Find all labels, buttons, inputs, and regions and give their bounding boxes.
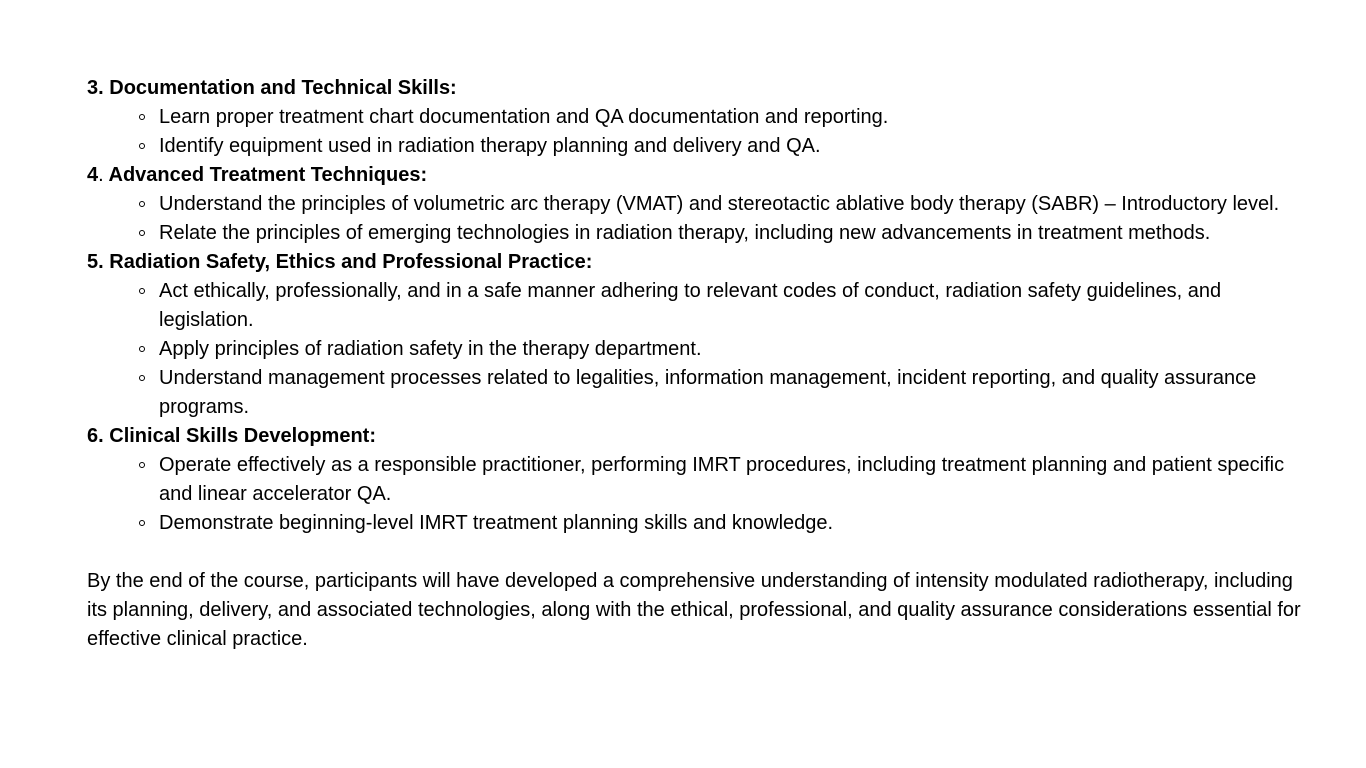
hollow-circle-bullet-icon	[139, 114, 145, 120]
list-item-text: Relate the principles of emerging technologies in radiation therapy, including new advancements in treatment methods.	[159, 222, 1211, 244]
section-4	[87, 161, 1302, 248]
section-number-separator: .	[98, 251, 104, 273]
section-title: Advanced Treatment Techniques:	[108, 164, 428, 186]
hollow-circle-bullet-icon	[139, 230, 145, 236]
hollow-circle-bullet-icon	[139, 288, 145, 294]
section-heading	[87, 422, 1302, 451]
hollow-circle-bullet-icon	[139, 375, 145, 381]
hollow-circle-bullet-icon	[139, 520, 145, 526]
section-heading	[87, 248, 1302, 277]
list-item	[87, 364, 1302, 422]
section-bullet-list	[87, 103, 1302, 161]
hollow-circle-bullet-icon	[139, 201, 145, 207]
section-title: Clinical Skills Development:	[109, 425, 376, 447]
section-bullet-list	[87, 451, 1302, 538]
list-item	[87, 277, 1302, 335]
section-number-separator: .	[98, 425, 104, 447]
section-5	[87, 248, 1302, 422]
list-item-text: Understand the principles of volumetric arc therapy (VMAT) and stereotactic ablative body therapy (SABR) – Introductory level.	[159, 193, 1280, 215]
list-item-text: Demonstrate beginning-level IMRT treatment planning skills and knowledge.	[159, 512, 834, 534]
list-item-text: Understand management processes related to legalities, information management, incident reporting, and quality assurance programs.	[159, 367, 1257, 418]
list-item	[87, 335, 1302, 364]
list-item-text: Learn proper treatment chart documentation and QA documentation and reporting.	[159, 106, 889, 128]
section-title: Documentation and Technical Skills:	[109, 77, 457, 99]
list-item	[87, 190, 1302, 219]
list-item	[87, 509, 1302, 538]
hollow-circle-bullet-icon	[139, 462, 145, 468]
section-bullet-list	[87, 190, 1302, 248]
section-title: Radiation Safety, Ethics and Professional Practice:	[109, 251, 593, 273]
list-item-text: Act ethically, professionally, and in a safe manner adhering to relevant codes of conduct, radiation safety guidelines, and legislation.	[159, 280, 1222, 331]
hollow-circle-bullet-icon	[139, 143, 145, 149]
section-number: 6	[87, 425, 99, 447]
list-item	[87, 132, 1302, 161]
section-number: 4	[87, 164, 99, 186]
section-number-separator: .	[98, 164, 104, 186]
section-number: 3	[87, 77, 99, 99]
list-item-text: Apply principles of radiation safety in the therapy department.	[159, 338, 702, 360]
list-item	[87, 103, 1302, 132]
section-number-separator: .	[98, 77, 104, 99]
document-body	[87, 74, 1302, 654]
section-3	[87, 74, 1302, 161]
list-item	[87, 219, 1302, 248]
list-item	[87, 451, 1302, 509]
section-heading	[87, 161, 1302, 190]
list-item-text: Operate effectively as a responsible practitioner, performing IMRT procedures, including treatment planning and patient specific and linear accelerator QA.	[159, 454, 1285, 505]
list-item-text: Identify equipment used in radiation therapy planning and delivery and QA.	[159, 135, 821, 157]
section-6	[87, 422, 1302, 538]
summary-paragraph: By the end of the course, participants will have developed a comprehensive understanding of intensity modulated radiotherapy, including its planning, delivery, and associated technologies, along with the ethical, professional, and quality assurance considerations essential for effective clinical practice.	[87, 570, 1301, 650]
section-number: 5	[87, 251, 99, 273]
hollow-circle-bullet-icon	[139, 346, 145, 352]
section-heading	[87, 74, 1302, 103]
section-bullet-list	[87, 277, 1302, 422]
